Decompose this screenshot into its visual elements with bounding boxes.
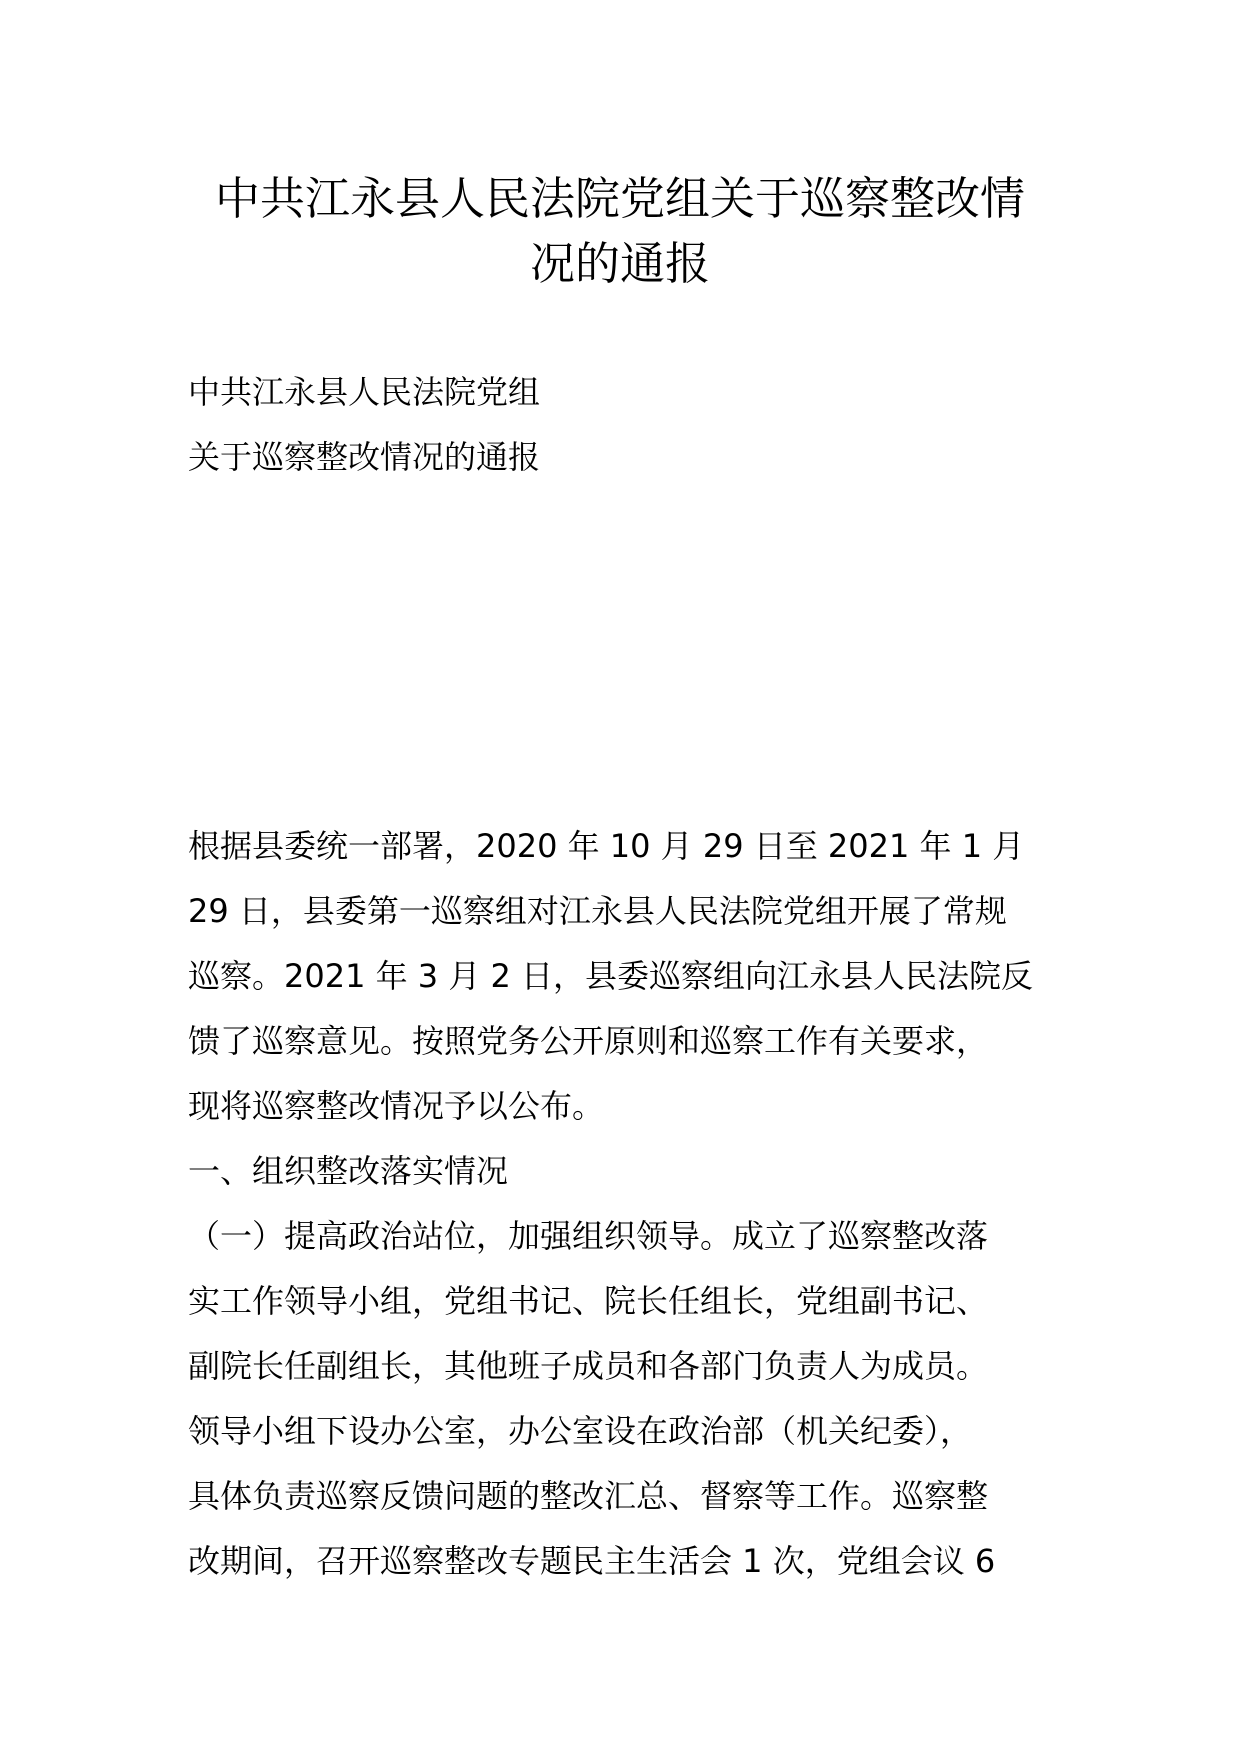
- body-line-4: 馈了巡察意见。按照党务公开原则和巡察工作有关要求，: [188, 1022, 989, 1060]
- body-line-11: 具体负责巡察反馈问题的整改汇总、督察等工作。巡察整: [188, 1477, 989, 1515]
- body-line-5: 现将巡察整改情况予以公布。: [188, 1087, 605, 1125]
- header-line-2: 关于巡察整改情况的通报: [188, 438, 541, 476]
- section-heading: 一、组织整改落实情况: [188, 1152, 509, 1190]
- header-line-1: 中共江永县人民法院党组: [188, 373, 541, 411]
- body-line-2: 29 日，县委第一巡察组对江永县人民法院党组开展了常规: [188, 892, 1007, 930]
- body-line-3: 巡察。2021 年 3 月 2 日，县委巡察组向江永县人民法院反: [188, 957, 1034, 995]
- body-line-8: 实工作领导小组，党组书记、院长任组长，党组副书记、: [188, 1282, 989, 1320]
- document-title-line-1: 中共江永县人民法院党组关于巡察整改情: [214, 172, 1025, 225]
- document-title-line-2: 况的通报: [529, 237, 710, 290]
- body-line-7: （一）提高政治站位，加强组织领导。成立了巡察整改落: [188, 1217, 989, 1255]
- body-line-12: 改期间，召开巡察整改专题民主生活会 1 次，党组会议 6: [188, 1542, 996, 1580]
- body-line-1: 根据县委统一部署，2020 年 10 月 29 日至 2021 年 1 月: [188, 827, 1025, 865]
- body-line-9: 副院长任副组长，其他班子成员和各部门负责人为成员。: [188, 1347, 989, 1385]
- body-line-10: 领导小组下设办公室，办公室设在政治部（机关纪委），: [188, 1412, 973, 1450]
